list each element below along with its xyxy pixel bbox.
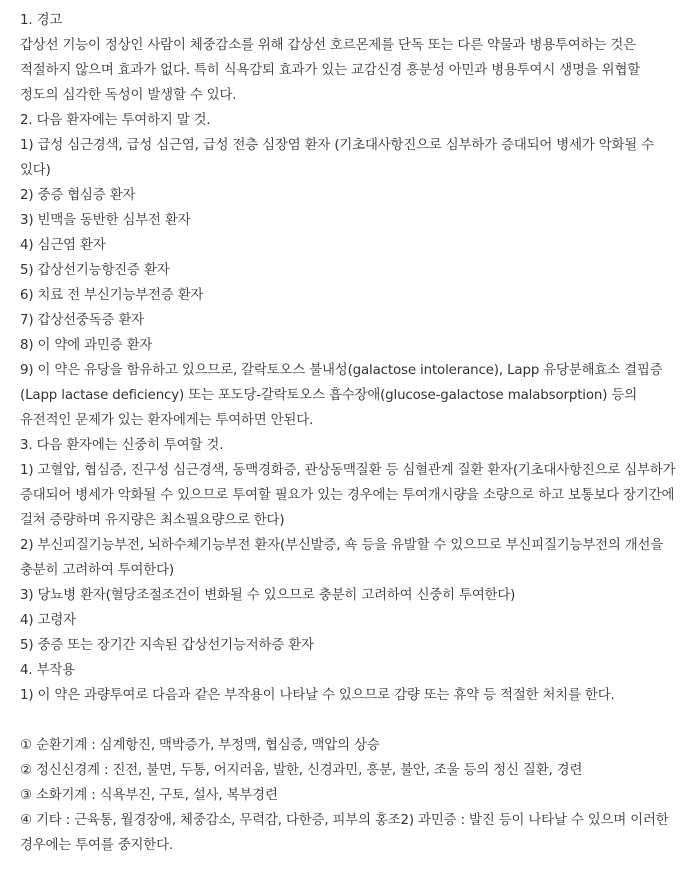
contraindication-item: 4) 심근염 환자 bbox=[20, 238, 106, 253]
warning-paragraph: 갑상선 기능이 정상인 사람이 체중감소를 위해 갑상선 호르몬제를 단독 또는 다른 약물과 병용투여하는 것은 적절하지 않으며 효과가 없다. 특히 식욕감퇴 효과가 있는 교감신경 흥분성 아민과 병용투여시 생명을 위협할 정도의 심각한 독성이 발생할 수 있다. bbox=[20, 38, 641, 103]
contraindication-item: 8) 이 약에 과민증 환자 bbox=[20, 338, 153, 353]
side-effect-item: ② 정신신경계 : 진전, 불면, 두통, 어지러움, 발한, 신경과민, 흥분, 불안, 조울 등의 정신 질환, 경련 bbox=[20, 763, 583, 778]
contraindication-item: 7) 갑상선중독증 환자 bbox=[20, 313, 144, 328]
precaution-item: 1) 고혈압, 협심증, 진구성 심근경색, 동맥경화증, 관상동맥질환 등 심혈관계 질환 환자(기초대사항진으로 심부하가 증대되어 병세가 악화될 수 있으므로 투여할 필요가 있는 경우에는 투여개시량을 소량으로 하고 보통보다 장기간에 걸쳐 증량하며 유지량은 최소필요량으로 한다) bbox=[20, 463, 676, 528]
precaution-item: 5) 중증 또는 장기간 지속된 갑상선기능저하증 환자 bbox=[20, 638, 314, 653]
section-heading-precautions: 3. 다음 환자에는 신중히 투여할 것. bbox=[20, 438, 224, 453]
contraindication-item: 6) 치료 전 부신기능부전증 환자 bbox=[20, 288, 204, 303]
section-heading-contraindications: 2. 다음 환자에는 투여하지 말 것. bbox=[20, 113, 211, 128]
contraindication-item: 9) 이 약은 유당을 함유하고 있으므로, 갈락토오스 불내성(galactose intolerance), Lapp 유당분해효소 결핍증(Lapp lactase deficiency) 또는 포도당-갈락토오스 흡수장애(glucose-galactose malabsorption) 등의 유전적인 문제가 있는 환자에게는 투여하면 안된다. bbox=[20, 363, 663, 428]
precaution-item: 2) 부신피질기능부전, 뇌하수체기능부전 환자(부신발증, 쇽 등을 유발할 수 있으므로 부신피질기능부전의 개선을 충분히 고려하여 투여한다) bbox=[20, 538, 664, 578]
contraindication-item: 2) 중증 협심증 환자 bbox=[20, 188, 136, 203]
blank-line bbox=[20, 708, 677, 733]
side-effect-intro: 1) 이 약은 과량투여로 다음과 같은 부작용이 나타날 수 있으므로 감량 또는 휴약 등 적절한 처치를 한다. bbox=[20, 688, 615, 703]
side-effect-item: ④ 기타 : 근육통, 월경장애, 체중감소, 무력감, 다한증, 피부의 홍조2) 과민증 : 발진 등이 나타날 수 있으며 이러한 경우에는 투여를 중지한다. bbox=[20, 813, 669, 853]
side-effect-item: ③ 소화기계 : 식욕부진, 구토, 설사, 복부경련 bbox=[20, 788, 278, 803]
section-heading-side-effects: 4. 부작용 bbox=[20, 663, 75, 678]
precaution-item: 3) 당뇨병 환자(혈당조절조건이 변화될 수 있으므로 충분히 고려하여 신중히 투여한다) bbox=[20, 588, 516, 603]
precaution-item: 4) 고령자 bbox=[20, 613, 76, 628]
side-effect-item: ① 순환기계 : 심계항진, 맥박증가, 부정맥, 협심증, 맥압의 상승 bbox=[20, 738, 380, 753]
section-heading-warning: 1. 경고 bbox=[20, 13, 63, 28]
contraindication-item: 5) 갑상선기능항진증 환자 bbox=[20, 263, 170, 278]
contraindication-item: 1) 급성 심근경색, 급성 심근염, 급성 전층 심장염 환자 (기초대사항진으로 심부하가 증대되어 병세가 악화될 수 있다) bbox=[20, 138, 654, 178]
contraindication-item: 3) 빈맥을 동반한 심부전 환자 bbox=[20, 213, 191, 228]
